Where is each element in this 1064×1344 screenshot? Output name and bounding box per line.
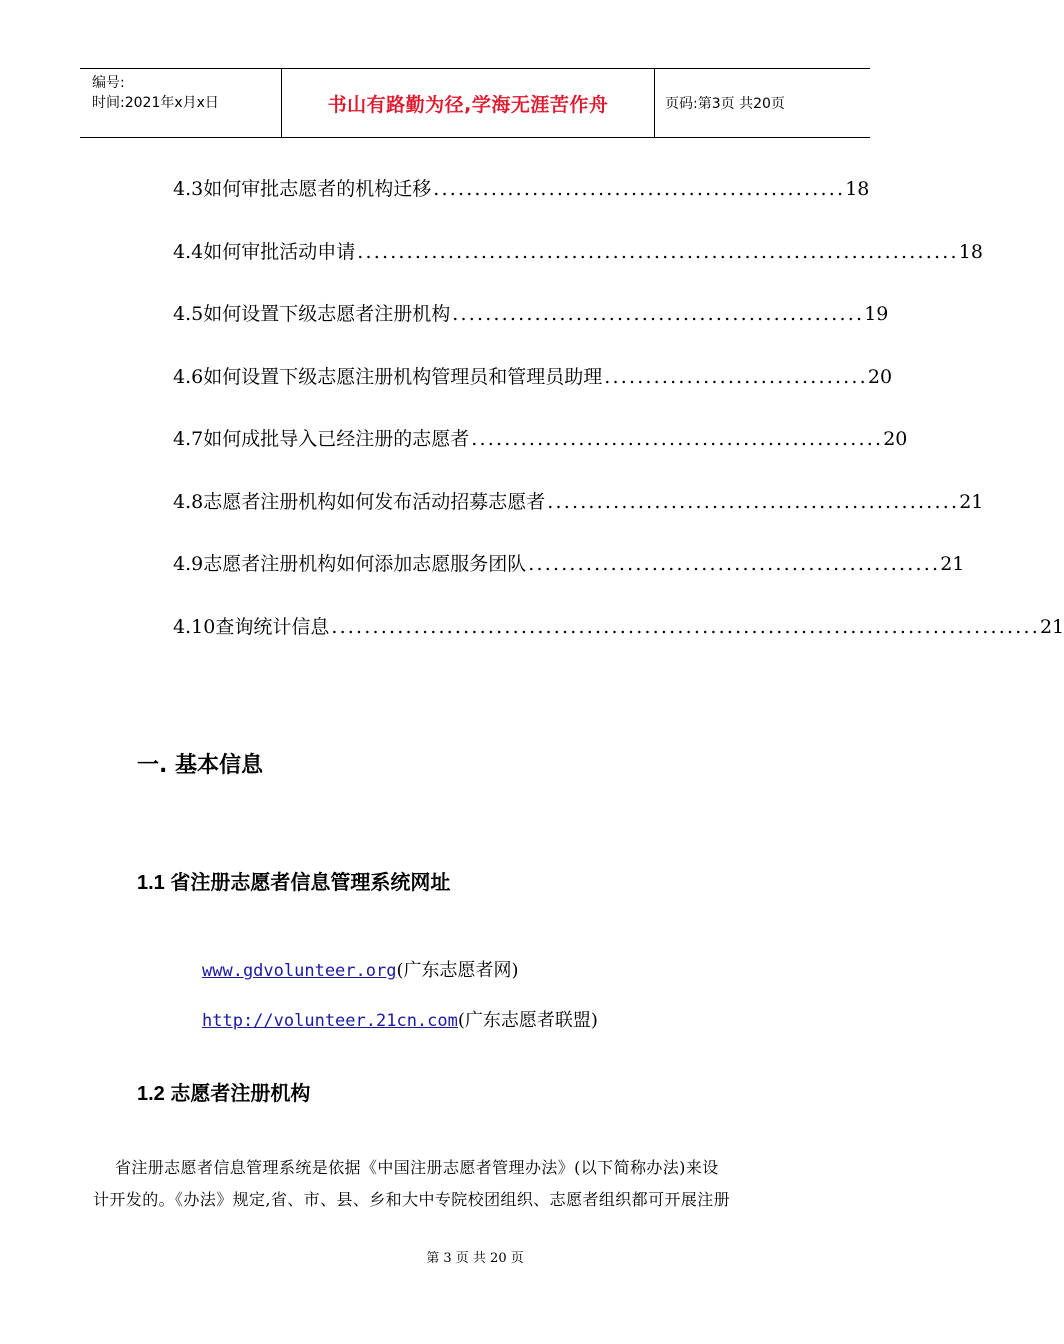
toc-entry-number: 4.10: [173, 616, 216, 638]
link-row: [202, 956, 519, 982]
toc-leader-dots: .........................................................................: [357, 241, 959, 263]
website-link[interactable]: www.gdvolunteer.org: [202, 961, 397, 981]
website-link[interactable]: http://volunteer.21cn.com: [202, 1011, 458, 1031]
toc-entry-title: 志愿者注册机构如何发布活动招募志愿者: [203, 491, 546, 513]
toc-entry-title: 如何设置下级志愿注册机构管理员和管理员助理: [203, 366, 603, 388]
toc-entry-page: 20: [867, 366, 893, 388]
toc-entry-number: 4.4: [173, 241, 204, 263]
toc-entry[interactable]: [173, 174, 870, 204]
header-meta: [80, 69, 282, 137]
toc-entry-title: 如何审批活动申请: [203, 241, 356, 263]
paragraph-line: 省注册志愿者信息管理系统是依据《中国注册志愿者管理办法》(以下简称办法)来设: [93, 1158, 719, 1177]
toc-leader-dots: ..................................................: [528, 553, 941, 575]
link-description: (广东志愿者网): [396, 960, 519, 981]
toc-leader-dots: ..................................................: [471, 428, 884, 450]
toc-entry-page: 21: [940, 553, 965, 575]
toc-entry-number: 4.6: [173, 366, 204, 388]
toc-entry-page: 18: [958, 241, 983, 263]
toc-leader-dots: ................................: [604, 366, 868, 388]
toc-entry-page: 19: [864, 303, 889, 325]
toc-entry-title: 如何审批志愿者的机构迁移: [203, 178, 432, 200]
toc-leader-dots: ..................................................: [433, 178, 846, 200]
toc-entry-number: 4.9: [173, 553, 204, 575]
page-footer: 第 3 页 共 20 页: [426, 1251, 524, 1266]
toc-entry[interactable]: [173, 362, 893, 392]
toc-entry[interactable]: [173, 487, 984, 517]
link-description: (广东志愿者联盟): [457, 1010, 598, 1031]
toc-leader-dots: ......................................................................................: [331, 616, 1040, 638]
toc-entry[interactable]: [173, 612, 1064, 642]
toc-entry-page: 18: [845, 178, 870, 200]
toc-leader-dots: ..................................................: [452, 303, 865, 325]
toc-entry-title: 志愿者注册机构如何添加志愿服务团队: [203, 553, 527, 575]
toc-entry[interactable]: [173, 424, 908, 454]
toc-entry[interactable]: [173, 549, 965, 579]
header-motto-cell: [282, 69, 655, 137]
body-paragraph: [93, 1152, 865, 1216]
header-motto: 书山有路勤为径,学海无涯苦作舟: [327, 93, 609, 116]
toc-entry-title: 如何设置下级志愿者注册机构: [203, 303, 451, 325]
toc-entry-page: 20: [883, 428, 908, 450]
paragraph-line: 计开发的。《办法》规定,省、市、县、乡和大中专院校团组织、志愿者组织都可开展注册: [93, 1190, 731, 1209]
toc-entry-title: 查询统计信息: [215, 616, 330, 638]
document-time-label: 时间:2021年x月x日: [92, 95, 219, 111]
document-number-label: 编号:: [92, 75, 125, 91]
toc-entry-page: 21: [1039, 616, 1064, 638]
section-heading-basic-info: 一. 基本信息: [137, 753, 264, 778]
link-row: [202, 1006, 598, 1032]
toc-leader-dots: ..................................................: [547, 491, 960, 513]
toc-entry-number: 4.5: [173, 303, 204, 325]
header-page-info: [655, 69, 870, 137]
section-heading-system-url: 1.1 省注册志愿者信息管理系统网址: [137, 872, 451, 894]
toc-entry-title: 如何成批导入已经注册的志愿者: [203, 428, 470, 450]
toc-entry-number: 4.7: [173, 428, 204, 450]
toc-entry-number: 4.3: [173, 178, 204, 200]
section-heading-registration-org: 1.2 志愿者注册机构: [137, 1083, 311, 1105]
toc-entry-number: 4.8: [173, 491, 204, 513]
toc-entry[interactable]: [173, 237, 983, 267]
page-info-text: 页码:第3页 共20页: [665, 96, 785, 112]
toc-entry-page: 21: [959, 491, 984, 513]
toc-entry[interactable]: [173, 299, 889, 329]
page-header: [80, 68, 870, 138]
